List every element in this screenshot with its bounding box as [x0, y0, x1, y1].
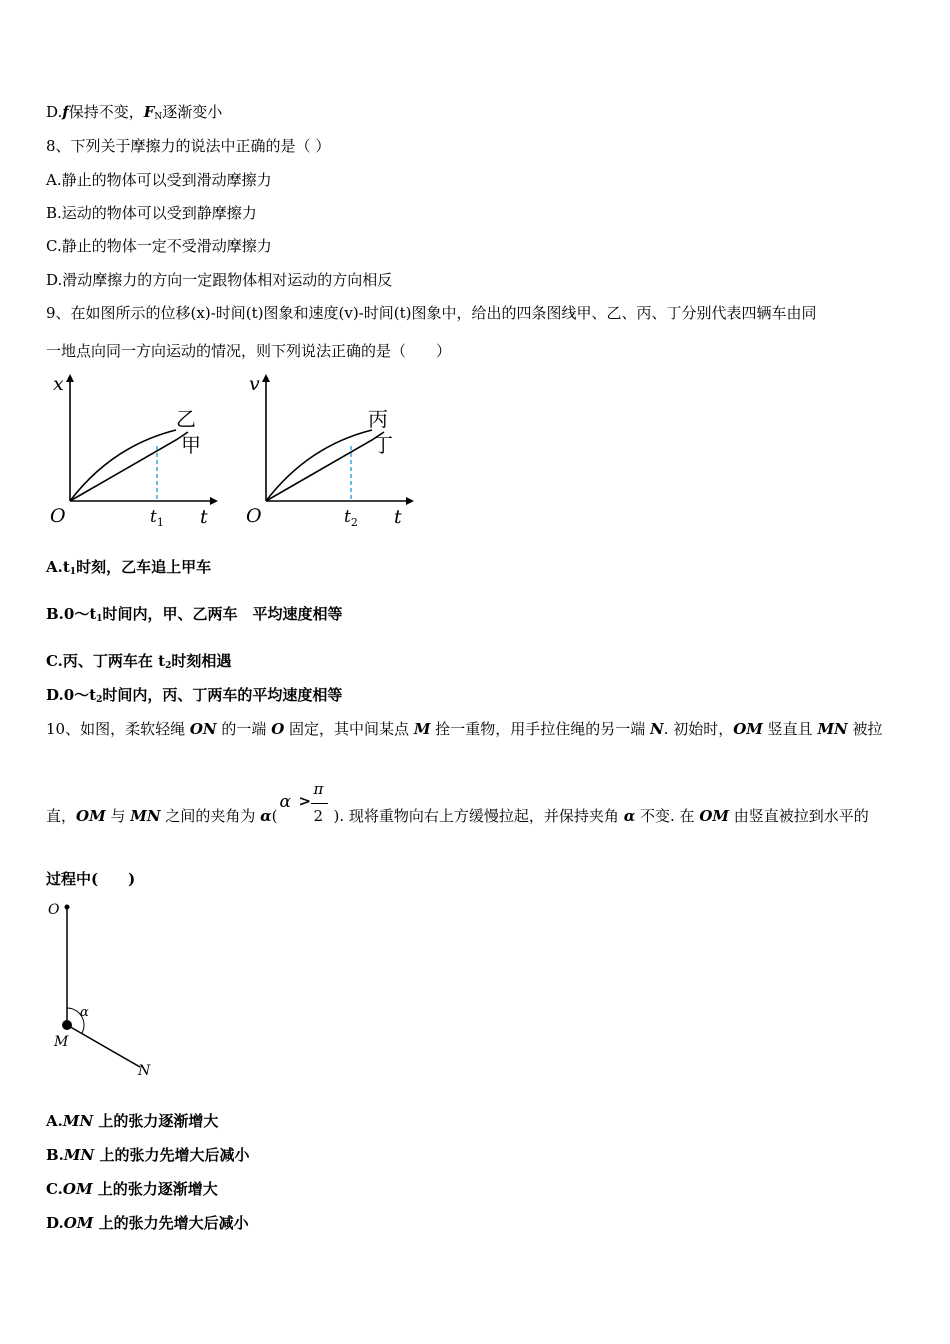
vt-v-arrow	[262, 374, 270, 382]
point-o	[65, 905, 70, 910]
xt-origin: O	[50, 505, 66, 527]
q10-line2-run: 直，	[46, 807, 77, 825]
q10-line1-run: MN	[817, 720, 848, 738]
q10-line1-run: 固定，其中间某点	[284, 720, 414, 738]
vt-line-ding	[266, 432, 384, 501]
vt-origin: O	[246, 505, 262, 527]
q10-line2-run: α	[260, 807, 272, 825]
vt-label-ding: 丁	[373, 433, 393, 457]
label-m: M	[54, 1034, 69, 1050]
xt-label-yi: 乙	[176, 407, 196, 431]
xt-x-arrow	[66, 374, 74, 382]
q10-line1-run: 的一端	[216, 720, 272, 738]
q7-option-d: D.f保持不变，$F_N$逐渐变小	[46, 103, 223, 122]
q10-option-c: C.OM 上的张力逐渐增大	[46, 1180, 218, 1198]
q10-line1-run: . 初始时，	[663, 720, 734, 738]
q9-stem-line1: 9、在如图所示的位移(x)-时间(t)图象和速度(v)-时间(t)图象中，给出的四条图线甲、乙、丙、丁分别代表四辆车由同	[46, 304, 817, 322]
q8-option-a: A.静止的物体可以受到滑动摩擦力	[46, 171, 272, 189]
label-n: N	[138, 1063, 151, 1079]
q10-option-b: B.MN 上的张力先增大后减小	[46, 1146, 250, 1164]
q10-stem-line1	[46, 719, 883, 739]
q10-line2-run: MN	[130, 807, 161, 825]
q10-line1-run: 拴一重物，用手拉住绳的另一端	[430, 720, 650, 738]
q10-line2-run: (	[271, 807, 278, 825]
q8-stem: 8、下列关于摩擦力的说法中正确的是（ ）	[46, 137, 331, 155]
q10-line2-run: 之间的夹角为	[160, 807, 261, 825]
vt-graph	[246, 373, 414, 529]
q9-option-b: $B.0\sim t_1$时间内，甲、乙两车 平均速度相等	[46, 605, 343, 624]
q10-line2-run: 不变. 在	[635, 807, 700, 825]
xt-x-label: x	[53, 373, 64, 395]
q10-line1-run: N	[649, 720, 664, 738]
vt-t2-label: $t_2$	[344, 507, 358, 529]
q10-line2-run: α	[623, 807, 636, 825]
q10-line2-run: OM	[76, 807, 106, 825]
xt-t-label: t	[200, 506, 208, 528]
q10-line1-run: ON	[189, 720, 217, 738]
xt-graph	[50, 373, 218, 529]
q9-graphs	[40, 368, 420, 538]
vt-t-label: t	[394, 506, 402, 528]
q10-option-d: D.OM 上的张力先增大后减小	[46, 1214, 249, 1232]
xt-t1-label: $t_1$	[150, 507, 164, 529]
xt-label-jia: 甲	[181, 433, 201, 457]
q10-figure	[40, 895, 180, 1085]
q10-line2-run: 与	[105, 807, 131, 825]
label-o: O	[48, 902, 60, 918]
alpha-gt-pi-over-2: α > π 2	[278, 806, 334, 826]
xt-curve-jia	[70, 430, 176, 501]
q10-line1-run: 10、如图，柔软轻绳	[46, 720, 190, 738]
q10-stem-line3: 过程中( )	[46, 870, 136, 888]
vt-label-bing: 丙	[368, 407, 388, 431]
weight-m	[62, 1020, 72, 1030]
q8-option-b: B.运动的物体可以受到静摩擦力	[46, 204, 257, 222]
vt-v-label: v	[249, 373, 260, 395]
q9-stem-line2: 一地点向同一方向运动的情况，则下列说法正确的是（ ）	[46, 342, 452, 360]
q10-line1-run: M	[413, 720, 431, 738]
q10-line1-run: O	[271, 720, 285, 738]
q10-option-a: A.MN 上的张力逐渐增大	[46, 1112, 219, 1130]
q10-line2-run: 由竖直被拉到水平的	[728, 807, 869, 825]
rope-mn	[67, 1025, 140, 1067]
vt-t-arrow	[406, 497, 414, 505]
q10-line1-run: OM	[733, 720, 763, 738]
xt-t-arrow	[210, 497, 218, 505]
q10-line1-run: 被拉	[847, 720, 883, 738]
q10-line2-run: ). 现将重物向右上方缓慢拉起，并保持夹角	[333, 807, 624, 825]
q8-option-d: D.滑动摩擦力的方向一定跟物体相对运动的方向相反	[46, 271, 393, 289]
vt-curve-bing	[266, 430, 372, 501]
q10-stem-line2	[46, 780, 869, 826]
q10-line2-run: OM	[699, 807, 729, 825]
q9-option-a: $A.t_1$时刻，乙车追上甲车	[46, 558, 212, 577]
q10-line1-run: 竖直且	[762, 720, 818, 738]
q8-option-c: C.静止的物体一定不受滑动摩擦力	[46, 237, 272, 255]
q9-option-c: C.丙、丁两车在 $t_2$时刻相遇	[46, 652, 232, 671]
label-alpha: α	[80, 1005, 89, 1020]
q9-option-d: $D.0\sim t_2$时间内，丙、丁两车的平均速度相等	[46, 686, 343, 705]
xt-line-yi	[70, 432, 188, 501]
